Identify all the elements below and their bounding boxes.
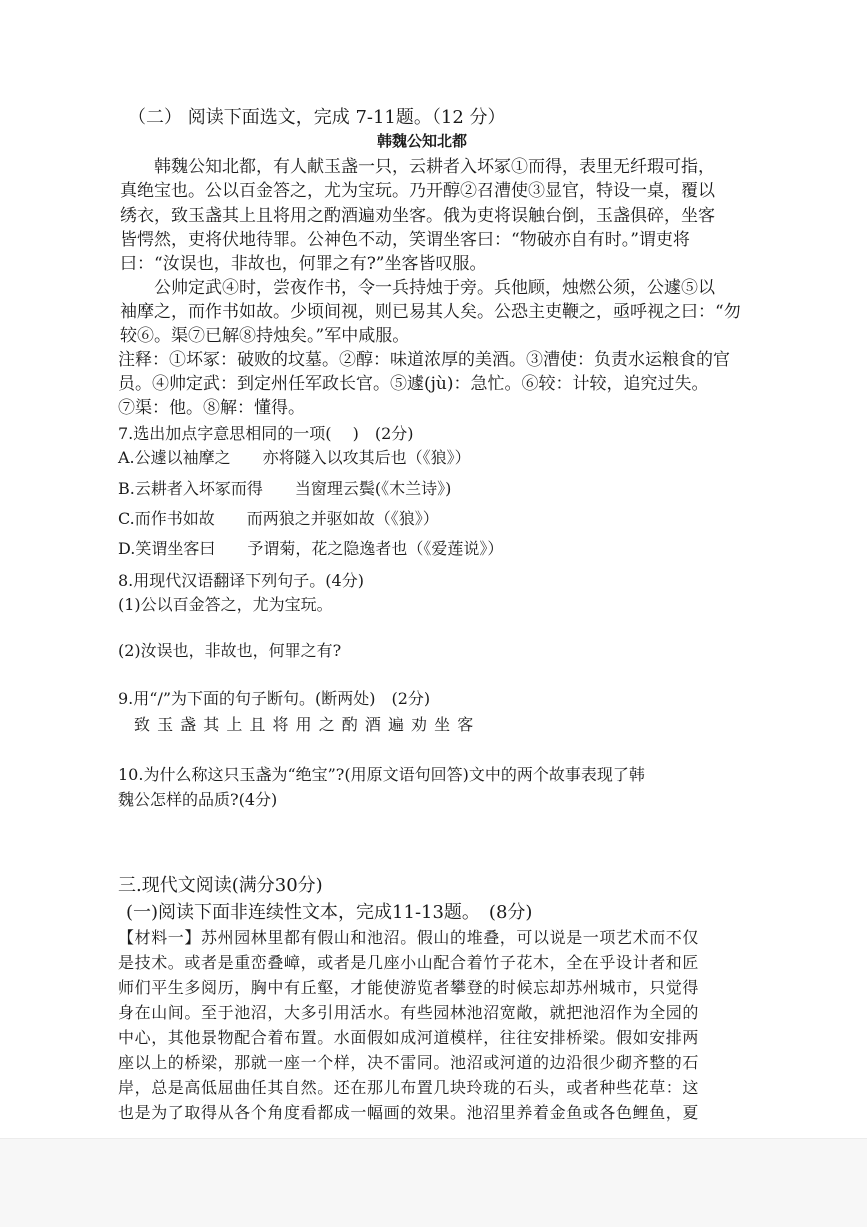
page-bottom-margin <box>0 1138 867 1227</box>
passage-line: 曰：“汝误也，非故也，何罪之有?”坐客皆叹服。 <box>120 254 487 274</box>
question-10-line-1: 10.为什么称这只玉盏为“绝宝”?(用原文语句回答)文中的两个故事表现了韩 <box>118 765 645 784</box>
question-9-stem: 9.用“/”为下面的句子断句。(断两处) (2分) <box>118 689 431 708</box>
passage-title: 韩魏公知北都 <box>377 132 468 150</box>
question-7-option-d: D.笑谓坐客曰 予谓菊，花之隐逸者也（《爱莲说》） <box>118 539 504 558</box>
passage-line: 袖摩之，而作书如故。少顷间视，则已易其人矣。公恐主吏鞭之，亟呼视之曰：“勿 <box>120 302 741 322</box>
section-header-part3: 三.现代文阅读(满分30分) <box>118 875 323 896</box>
question-7-option-c: C.而作书如故 而两狼之并驱如故（《狼》） <box>118 509 439 528</box>
note-line: 员。④帅定武：到定州任军政长官。⑤遽(jù)：急忙。⑥较：计较，追究过失。 <box>118 374 709 394</box>
material-line: 师们平生多阅历，胸中有丘壑，才能使游览者攀登的时候忘却苏州城市，只觉得 <box>118 978 700 997</box>
passage-line: 绣衣，致玉盏其上且将用之酌酒遍劝坐客。俄为吏将误触台倒，玉盏俱碎，坐客 <box>120 206 715 226</box>
question-9-sentence: 致 玉 盏 其 上 且 将 用 之 酌 酒 遍 劝 坐 客 <box>134 715 475 734</box>
question-8-stem: 8.用现代汉语翻译下列句子。(4分) <box>118 571 364 590</box>
note-line: ⑦渠：他。⑧解：懂得。 <box>118 398 305 418</box>
material-line: 身在山间。至于池沼，大多引用活水。有些园林池沼宽敞，就把池沼作为全园的 <box>118 1003 700 1022</box>
question-7-option-b: B.云耕者入坏冢而得 当窗理云鬓(《木兰诗》) <box>118 479 452 498</box>
material-line: 岸，总是高低屈曲任其自然。还在那儿布置几块玲珑的石头，或者种些花草：这 <box>118 1078 700 1097</box>
material-line: 也是为了取得从各个角度看都成一幅画的效果。池沼里养着金鱼或各色鲤鱼，夏 <box>118 1103 700 1122</box>
question-7-stem: 7.选出加点字意思相同的一项( ) (2分) <box>118 424 414 443</box>
question-8-sentence-2: (2)汝误也，非故也，何罪之有? <box>118 641 342 660</box>
passage-line: 真绝宝也。公以百金答之，尤为宝玩。乃开醇②召漕使③显官，特设一桌，覆以 <box>120 181 715 201</box>
passage-line: 较⑥。渠⑦已解⑧持烛矣。”军中咸服。 <box>120 326 410 346</box>
material-line: 座以上的桥梁，那就一座一个样，决不雷同。池沼或河道的边沿很少砌齐整的石 <box>118 1053 700 1072</box>
note-line: 注释：①坏冢：破败的坟墓。②醇：味道浓厚的美酒。③漕使：负责水运粮食的官 <box>118 350 730 370</box>
question-7-option-a: A.公遽以袖摩之 亦将隧入以攻其后也（《狼》） <box>118 448 471 467</box>
material-line: 【材料一】苏州园林里都有假山和池沼。假山的堆叠，可以说是一项艺术而不仅 <box>118 928 700 947</box>
question-10-line-2: 魏公怎样的品质?(4分) <box>118 790 278 809</box>
section-header-part2: （二） 阅读下面选文，完成 7-11题。（12 分） <box>128 107 506 128</box>
passage-line: 皆愕然，吏将伏地待罪。公神色不动，笑谓坐客曰：“物破亦自有时。”谓吏将 <box>120 230 690 250</box>
passage-line: 公帅定武④时，尝夜作书，令一兵持烛于旁。兵他顾，烛燃公须，公遽⑤以 <box>120 278 715 298</box>
passage-line: 韩魏公知北都，有人献玉盏一只，云耕者入坏冢①而得，表里无纤瑕可指， <box>120 157 715 177</box>
question-8-sentence-1: (1)公以百金答之，尤为宝玩。 <box>118 595 333 614</box>
subsection-header: (一)阅读下面非连续性文本，完成11-13题。 (8分) <box>126 902 533 923</box>
material-line: 中心，其他景物配合着布置。水面假如成河道模样，往往安排桥梁。假如安排两 <box>118 1028 700 1047</box>
material-line: 是技术。或者是重峦叠嶂，或者是几座小山配合着竹子花木，全在乎设计者和匠 <box>118 953 700 972</box>
